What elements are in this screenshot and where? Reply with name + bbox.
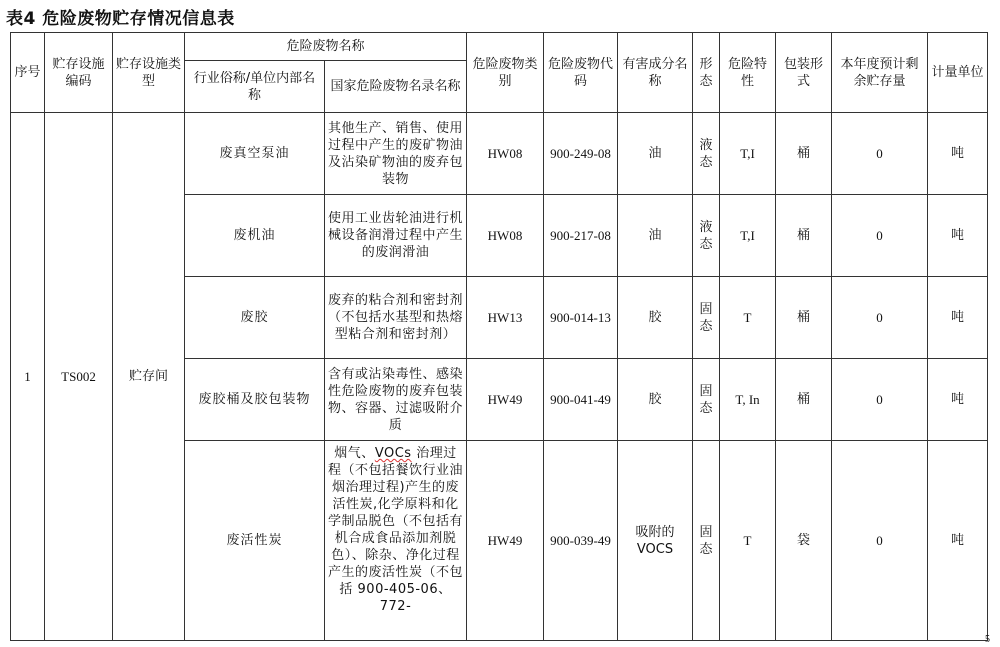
cell-hazard: T,I — [720, 195, 776, 277]
cell-national-name: 废弃的粘合剂和密封剂（不包括水基型和热熔型粘合剂和密封剂） — [325, 277, 467, 359]
cell-form: 固态 — [693, 359, 720, 441]
header-industry-name: 行业俗称/单位内部名称 — [185, 61, 325, 113]
cell-remaining: 0 — [832, 277, 928, 359]
cell-category: HW49 — [467, 359, 544, 441]
header-hazard: 危险特性 — [720, 33, 776, 113]
cell-remaining: 0 — [832, 359, 928, 441]
cell-category: HW08 — [467, 195, 544, 277]
header-waste-name-group: 危险废物名称 — [185, 33, 467, 61]
cell-package: 桶 — [776, 359, 832, 441]
header-facility-type: 贮存设施类型 — [113, 33, 185, 113]
cell-unit: 吨 — [928, 277, 988, 359]
cell-industry-name: 废胶桶及胶包装物 — [185, 359, 325, 441]
cell-category: HW13 — [467, 277, 544, 359]
cell-industry-name: 废机油 — [185, 195, 325, 277]
cell-harmful: 胶 — [618, 277, 693, 359]
cell-national-name: 其他生产、销售、使用过程中产生的废矿物油及沾染矿物油的废弃包装物 — [325, 113, 467, 195]
cell-remaining: 0 — [832, 195, 928, 277]
cell-category: HW08 — [467, 113, 544, 195]
cell-package: 桶 — [776, 195, 832, 277]
table-title: 表4 危险废物贮存情况信息表 — [6, 9, 235, 29]
cell-package: 袋 — [776, 441, 832, 641]
cell-hazard: T — [720, 277, 776, 359]
header-form: 形态 — [693, 33, 720, 113]
cell-facility-code: TS002 — [45, 113, 113, 641]
cell-code: 900-039-49 — [544, 441, 618, 641]
page-number: 5 — [985, 634, 990, 645]
national-name-rest: 治理过程（不包括餐饮行业油烟治理过程)产生的废活性炭,化学原料和化学制品脱色（不包括有机合成食品添加剂脱色）、除杂、净化过程产生的废活性炭（不包括 900-405-06、772- — [328, 446, 464, 614]
table-row — [11, 113, 988, 195]
cell-code: 900-041-49 — [544, 359, 618, 441]
cell-industry-name: 废真空泵油 — [185, 113, 325, 195]
cell-remaining: 0 — [832, 441, 928, 641]
cell-unit: 吨 — [928, 113, 988, 195]
cell-national-name: 使用工业齿轮油进行机械设备润滑过程中产生的废润滑油 — [325, 195, 467, 277]
cell-unit: 吨 — [928, 195, 988, 277]
cell-code: 900-249-08 — [544, 113, 618, 195]
vocs-term: VOCs — [374, 446, 412, 461]
cell-hazard: T — [720, 441, 776, 641]
cell-category: HW49 — [467, 441, 544, 641]
header-package: 包装形式 — [776, 33, 832, 113]
cell-package: 桶 — [776, 277, 832, 359]
cell-form: 固态 — [693, 277, 720, 359]
header-category: 危险废物类别 — [467, 33, 544, 113]
cell-remaining: 0 — [832, 113, 928, 195]
cell-national-name: 含有或沾染毒性、感染性危险废物的废弃包装物、容器、过滤吸附介质 — [325, 359, 467, 441]
cell-package: 桶 — [776, 113, 832, 195]
header-seq: 序号 — [11, 33, 45, 113]
cell-hazard: T,I — [720, 113, 776, 195]
cell-form: 液态 — [693, 195, 720, 277]
cell-code: 900-217-08 — [544, 195, 618, 277]
cell-form: 固态 — [693, 441, 720, 641]
cell-hazard: T, In — [720, 359, 776, 441]
cell-national-name — [325, 441, 467, 641]
cell-industry-name: 废胶 — [185, 277, 325, 359]
cell-code: 900-014-13 — [544, 277, 618, 359]
cell-seq: 1 — [11, 113, 45, 641]
header-code: 危险废物代码 — [544, 33, 618, 113]
cell-harmful: 油 — [618, 195, 693, 277]
header-national-name: 国家危险废物名录名称 — [325, 61, 467, 113]
cell-unit: 吨 — [928, 441, 988, 641]
cell-harmful: 胶 — [618, 359, 693, 441]
cell-facility-type: 贮存间 — [113, 113, 185, 641]
header-harmful: 有害成分名称 — [618, 33, 693, 113]
header-facility-code: 贮存设施编码 — [45, 33, 113, 113]
cell-form: 液态 — [693, 113, 720, 195]
cell-harmful: 吸附的VOCS — [618, 441, 693, 641]
header-remaining: 本年度预计剩余贮存量 — [832, 33, 928, 113]
cell-industry-name: 废活性炭 — [185, 441, 325, 641]
national-name-prefix: 烟气、 — [334, 446, 375, 461]
cell-harmful: 油 — [618, 113, 693, 195]
header-unit: 计量单位 — [928, 33, 988, 113]
cell-unit: 吨 — [928, 359, 988, 441]
hazardous-waste-table — [10, 32, 988, 641]
